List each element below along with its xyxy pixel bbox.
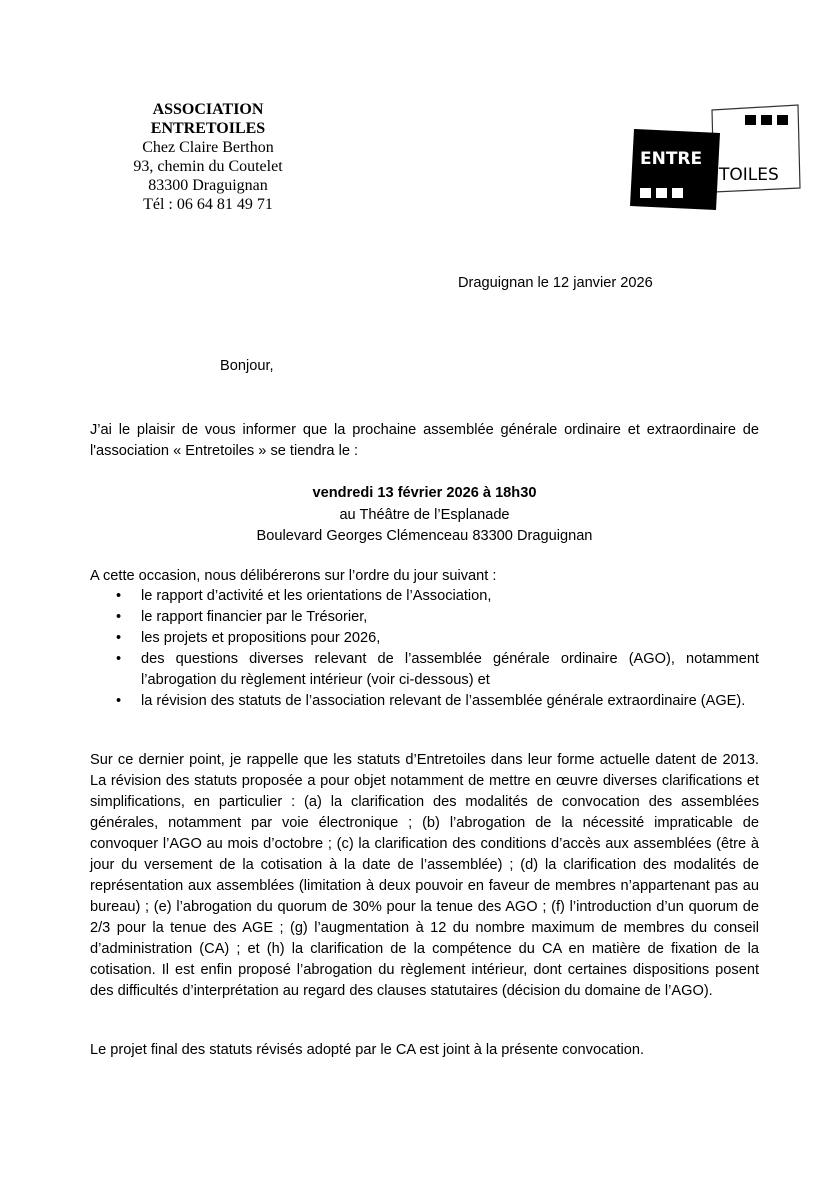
svg-text:ENTRE: ENTRE <box>640 149 703 169</box>
sender-address-block <box>108 100 308 214</box>
agenda-intro: A cette occasion, nous délibérerons sur l’ordre du jour suivant : <box>90 568 497 584</box>
agenda-item: • la révision des statuts de l’association relevant de l’assemblée générale extraordinaire (AGE). <box>90 691 759 712</box>
sender-name-line1: ASSOCIATION <box>152 101 264 118</box>
closing-paragraph: Le projet final des statuts révisés adopté par le CA est joint à la présente convocation. <box>90 1042 645 1058</box>
sender-name-line2: ENTRETOILES <box>150 120 266 137</box>
bullet-icon: • <box>116 588 122 604</box>
bullet-icon: • <box>116 630 122 646</box>
event-details <box>90 483 759 548</box>
event-venue: au Théâtre de l’Esplanade <box>339 506 510 523</box>
sender-street: 93, chemin du Coutelet <box>133 158 283 175</box>
agenda-item: • les projets et propositions pour 2026, <box>90 628 759 649</box>
greeting: Bonjour, <box>220 358 274 374</box>
agenda-item: • le rapport financier par le Trésorier, <box>90 607 759 628</box>
agenda-item: • le rapport d’activité et les orientations de l’Association, <box>90 586 759 607</box>
event-date-time: vendredi 13 février 2026 à 18h30 <box>312 485 537 501</box>
sender-city: 83300 Draguignan <box>148 177 268 194</box>
intro-paragraph: J’ai le plaisir de vous informer que la prochaine assemblée générale ordinaire et extraordinaire de l'association « Entretoiles » se tiendra le : <box>90 422 759 459</box>
bullet-icon: • <box>116 651 122 667</box>
statuts-revision-paragraph: Sur ce dernier point, je rappelle que les statuts d’Entretoiles dans leur forme actuelle datent de 2013. La révision des statuts proposée a pour objet notamment de mettre en œuvre diverses clarifications et simplifications, en particulier : (a) la clarification des modalités de convocation des assemblées générales, notamment par voie électronique ; (b) l’abrogation de la nécessité impraticable de convoquer l’AGO au mois d’octobre ; (c) la clarification des conditions d’accès aux assemblées (être à jour du versement de la cotisation à la date de l’assemblée) ; (d) la clarification des modalités de représentation aux assemblées (limitation à deux pouvoir en faveur de membres n’appartenant pas au bureau) ; (e) l’abrogation du quorum de 30% pour la tenue des AGO ; (f) l’introduction d’un quorum de 2/3 pour la tenue des AGE ; (g) l’augmentation à 12 du nombre maximum de membres du conseil d’administration (CA) ; et (h) la clarification de la compétence du CA en matière de fixation de la cotisation. Il est enfin proposé l’abrogation du règlement intérieur, dont certaines dispositions posent des difficultés d’interprétation au regard des clauses statutaires (décision du domaine de l’AGO). <box>90 752 759 999</box>
svg-text:TOILES: TOILES <box>719 165 779 185</box>
event-address: Boulevard Georges Clémenceau 83300 Draguignan <box>256 528 593 544</box>
bullet-icon: • <box>116 609 122 625</box>
agenda-item: • des questions diverses relevant de l’assemblée générale ordinaire (AGO), notamment l’abrogation du règlement intérieur (voir ci-dessous) et <box>116 651 759 688</box>
bullet-icon: • <box>116 693 122 709</box>
agenda-list <box>90 586 759 712</box>
sender-phone: Tél : 06 64 81 49 71 <box>143 196 273 213</box>
sender-care-of: Chez Claire Berthon <box>142 139 274 156</box>
entretoiles-logo <box>628 100 808 215</box>
date-line: Draguignan le 12 janvier 2026 <box>458 275 653 291</box>
logo-graphic-icon <box>628 100 808 215</box>
